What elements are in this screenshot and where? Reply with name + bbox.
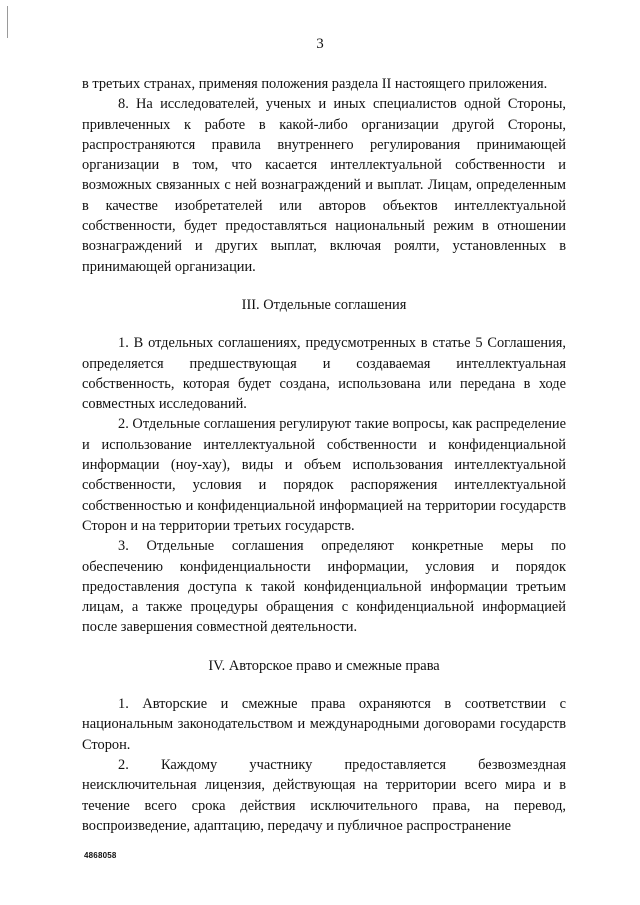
section3-paragraph-3: 3. Отдельные соглашения определяют конкретные меры по обеспечению конфиденциальности информации, условия и порядок предоставления доступа к такой конфиденциальной информации третьим лицам, а также процедуры обращения с конфиденциальной информацией после завершения совместной деятельности. (82, 538, 566, 636)
paragraph-8: 8. На исследователей, ученых и иных специалистов одной Стороны, привлеченных к работе в какой-либо организации другой Стороны, распространяются правила внутреннего регулирования принимающей организации в том, что касается интеллектуальной собственности и возможных связанных с ней вознаграждений и выплат. Лицам, определенным в качестве изобретателей или авторов объектов интеллектуальной собственности, будет предоставляться национальный режим в отношении вознаграждений и других выплат, включая роялти, установленных в принимающей организации. (82, 96, 566, 275)
document-id: 4868058 (84, 851, 117, 860)
page-number: 3 (316, 36, 324, 52)
document-body (82, 74, 566, 836)
paragraph-continuation: в третьих странах, применяя положения раздела II настоящего приложения. (82, 76, 548, 92)
scan-edge-mark (7, 6, 8, 38)
section3-paragraph-1: 1. В отдельных соглашениях, предусмотренных в статье 5 Соглашения, определяется предшествующая и создаваемая интеллектуальная собственность, которая будет создана, использована или передана в ходе совместных исследований. (82, 335, 566, 413)
section3-paragraph-2: 2. Отдельные соглашения регулируют такие вопросы, как распределение и использование интеллектуальной собственности и конфиденциальной информации (ноу-хау), виды и объем использования интеллектуальной собственности, условия и порядок распоряжения интеллектуальной собственностью и конфиденциальной информацией на территории государств Сторон и на территории третьих государств. (82, 416, 566, 534)
section4-paragraph-2: 2. Каждому участнику предоставляется безвозмездная неисключительная лицензия, действующая на территории всего мира и в течение всего срока действия исключительного права, на перевод, воспроизведение, адаптацию, передачу и публичное распространение (82, 756, 566, 834)
section4-paragraph-1: 1. Авторские и смежные права охраняются в соответствии с национальным законодательством и международными договорами государств Сторон. (82, 696, 566, 753)
section-heading-3: III. Отдельные соглашения (241, 296, 407, 313)
section-heading-4: IV. Авторское право и смежные права (208, 657, 440, 674)
